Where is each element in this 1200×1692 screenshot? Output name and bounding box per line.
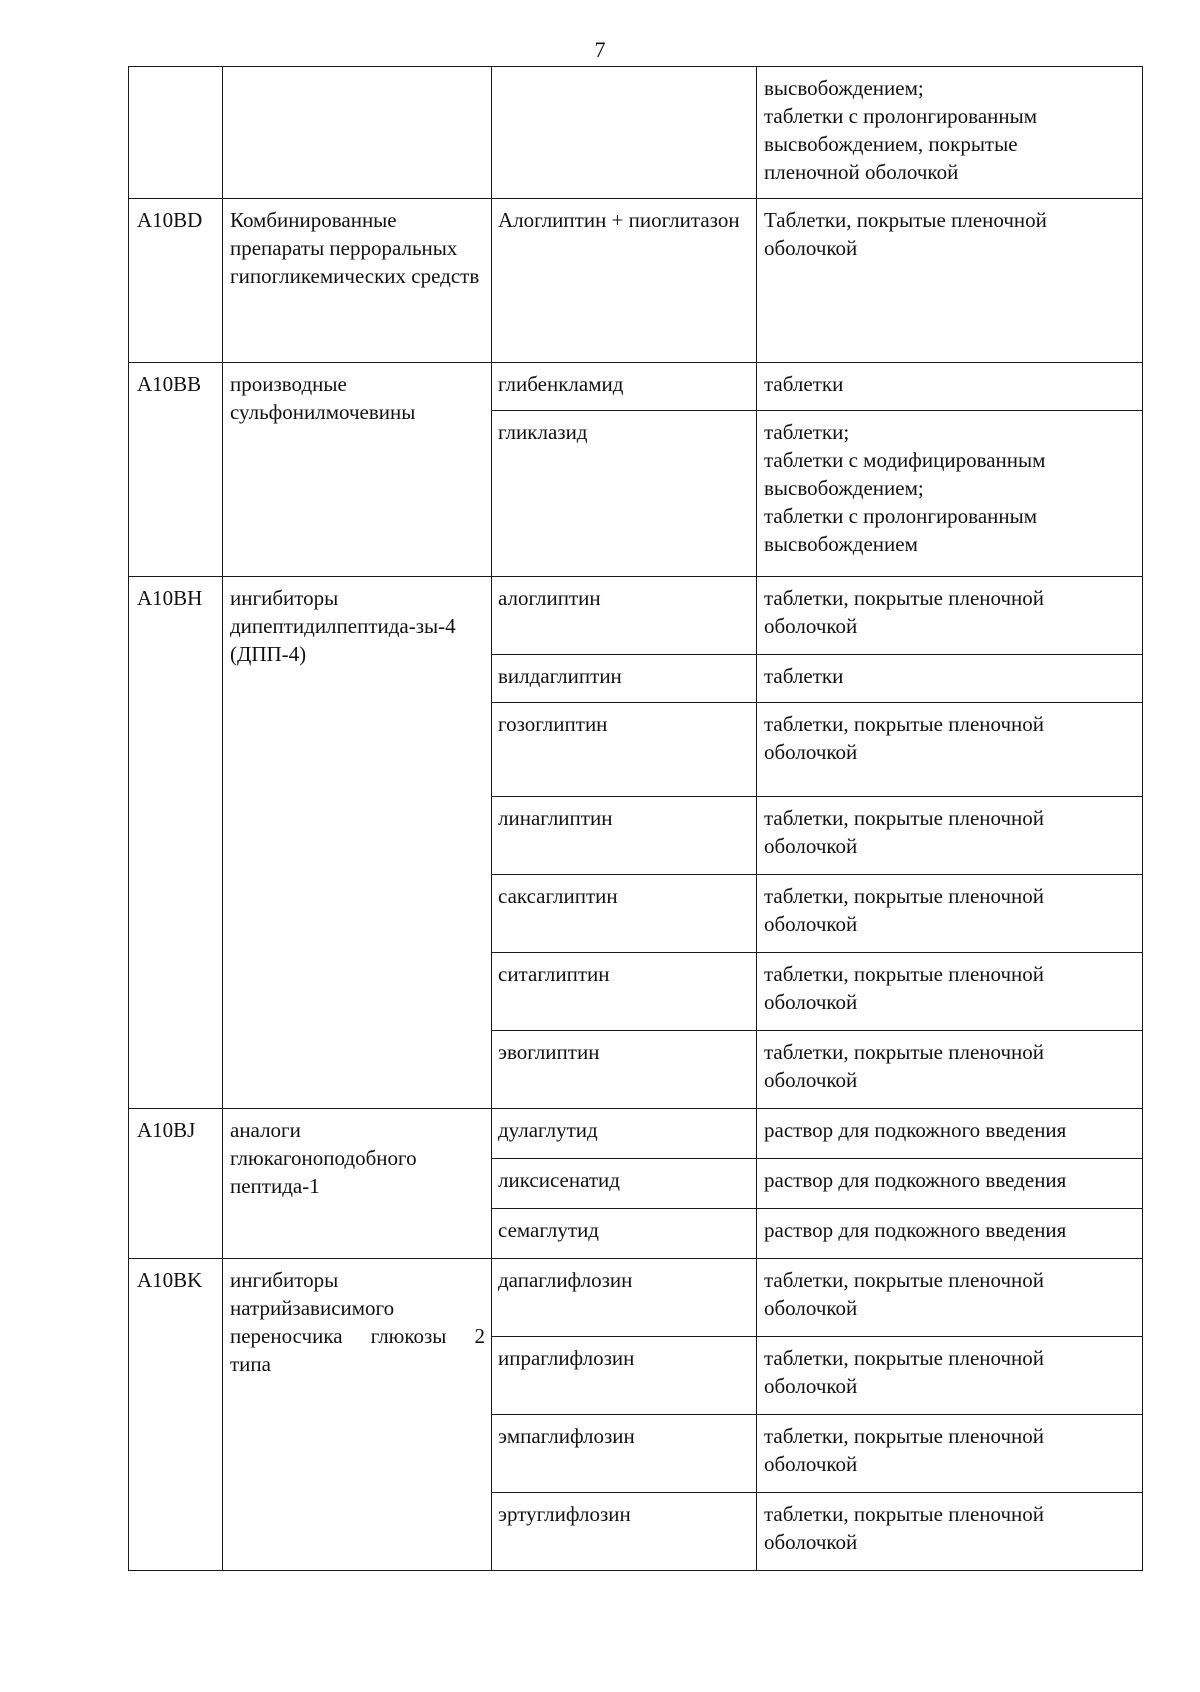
drug-name-cell: семаглутид bbox=[492, 1209, 757, 1259]
atc-code-cell: A10BK bbox=[129, 1259, 223, 1571]
dosage-form-cell bbox=[757, 411, 1143, 577]
dosage-form-line: таблетки, покрытые пленочной оболочкой bbox=[764, 1040, 1045, 1092]
atc-code-cell: A10BB bbox=[129, 363, 223, 577]
dosage-form-line: раствор для подкожного введения bbox=[764, 1218, 1067, 1242]
dosage-form-cell bbox=[757, 1415, 1143, 1493]
dosage-form-cell bbox=[757, 363, 1143, 411]
group-name-cell: аналоги глюкагоноподобного пептида-1 bbox=[223, 1109, 492, 1259]
drug-name-cell: ликсисенатид bbox=[492, 1159, 757, 1209]
group-name-cell: производные сульфонилмочевины bbox=[223, 363, 492, 577]
dosage-form-line: раствор для подкожного введения bbox=[764, 1118, 1067, 1142]
drug-name-cell: глибенкламид bbox=[492, 363, 757, 411]
dosage-form-cell bbox=[757, 1259, 1143, 1337]
dosage-form-cell bbox=[757, 199, 1143, 363]
dosage-form-line: таблетки bbox=[764, 664, 844, 688]
dosage-form-line: высвобождением; bbox=[764, 76, 924, 100]
drug-name-cell: дапаглифлозин bbox=[492, 1259, 757, 1337]
group-name-cell: ингибиторы натрийзависимого переносчика глюкозы 2 типа bbox=[223, 1259, 492, 1571]
table-row bbox=[129, 1109, 1143, 1159]
dosage-form-line: таблетки, покрытые пленочной оболочкой bbox=[764, 962, 1045, 1014]
dosage-form-line: пленочной оболочкой bbox=[764, 160, 959, 184]
dosage-form-line: раствор для подкожного введения bbox=[764, 1168, 1067, 1192]
dosage-form-line: таблетки bbox=[764, 372, 844, 396]
drug-name-cell: саксаглиптин bbox=[492, 875, 757, 953]
dosage-form-cell bbox=[757, 703, 1143, 797]
drug-name-cell: алоглиптин bbox=[492, 577, 757, 655]
drug-name-cell: эвоглиптин bbox=[492, 1031, 757, 1109]
table-row bbox=[129, 199, 1143, 363]
drug-name-cell: эмпаглифлозин bbox=[492, 1415, 757, 1493]
atc-code-cell: A10BH bbox=[129, 577, 223, 1109]
table-row bbox=[129, 1259, 1143, 1337]
dosage-form-line: таблетки, покрытые пленочной оболочкой bbox=[764, 1502, 1045, 1554]
dosage-form-line: таблетки с пролонгированным bbox=[764, 104, 1038, 128]
table-row-continuation bbox=[129, 67, 1143, 199]
drug-name-cell: гозоглиптин bbox=[492, 703, 757, 797]
dosage-form-cell bbox=[757, 1109, 1143, 1159]
dosage-form-cell bbox=[757, 655, 1143, 703]
group-name-cell: ингибиторы дипептидилпептида-зы-4 (ДПП-4) bbox=[223, 577, 492, 1109]
dosage-form-line: таблетки, покрытые пленочной оболочкой bbox=[764, 586, 1045, 638]
atc-code-cell: A10BD bbox=[129, 199, 223, 363]
dosage-form-line: таблетки, покрытые пленочной оболочкой bbox=[764, 1424, 1045, 1476]
dosage-form-cell bbox=[757, 797, 1143, 875]
dosage-form-cell bbox=[757, 1031, 1143, 1109]
dosage-form-line: высвобождением, покрытые bbox=[764, 132, 1018, 156]
drug-name-cell: вилдаглиптин bbox=[492, 655, 757, 703]
dosage-form-line: Таблетки, покрытые пленочной оболочкой bbox=[764, 208, 1047, 260]
dosage-form-line: таблетки с модифицированным bbox=[764, 448, 1046, 472]
dosage-form-line: высвобождением; bbox=[764, 476, 924, 500]
dosage-form-cell bbox=[757, 953, 1143, 1031]
drug-name-cell: гликлазид bbox=[492, 411, 757, 577]
atc-code-cell bbox=[129, 67, 223, 199]
dosage-form-line: таблетки, покрытые пленочной оболочкой bbox=[764, 1268, 1045, 1320]
drug-table-container bbox=[128, 66, 1142, 1571]
dosage-form-cell bbox=[757, 1493, 1143, 1571]
group-name-cell: Комбинированные препараты перроральных гипогликемических средств bbox=[223, 199, 492, 363]
drug-name-cell: линаглиптин bbox=[492, 797, 757, 875]
dosage-form-line: таблетки, покрытые пленочной оболочкой bbox=[764, 712, 1045, 764]
dosage-form-line: таблетки с пролонгированным bbox=[764, 504, 1038, 528]
dosage-form-line: таблетки, покрытые пленочной оболочкой bbox=[764, 884, 1045, 936]
dosage-form-line: таблетки; bbox=[764, 420, 850, 444]
dosage-form-line: таблетки, покрытые пленочной оболочкой bbox=[764, 1346, 1045, 1398]
drug-name-cell: Алоглиптин + пиоглитазон bbox=[492, 199, 757, 363]
dosage-form-cell bbox=[757, 1159, 1143, 1209]
drug-name-cell: ипраглифлозин bbox=[492, 1337, 757, 1415]
drug-name-cell bbox=[492, 67, 757, 199]
drug-table-body bbox=[129, 67, 1143, 1571]
atc-code-cell: A10BJ bbox=[129, 1109, 223, 1259]
group-name-cell bbox=[223, 67, 492, 199]
table-row bbox=[129, 363, 1143, 411]
drug-name-cell: ситаглиптин bbox=[492, 953, 757, 1031]
dosage-form-cell bbox=[757, 67, 1143, 199]
dosage-form-cell bbox=[757, 875, 1143, 953]
dosage-form-cell bbox=[757, 1209, 1143, 1259]
dosage-form-line: высвобождением bbox=[764, 532, 918, 556]
drug-table bbox=[128, 66, 1143, 1571]
drug-name-cell: дулаглутид bbox=[492, 1109, 757, 1159]
dosage-form-cell bbox=[757, 1337, 1143, 1415]
dosage-form-cell bbox=[757, 577, 1143, 655]
drug-name-cell: эртуглифлозин bbox=[492, 1493, 757, 1571]
page-number: 7 bbox=[594, 37, 606, 62]
dosage-form-line: таблетки, покрытые пленочной оболочкой bbox=[764, 806, 1045, 858]
table-row bbox=[129, 577, 1143, 655]
